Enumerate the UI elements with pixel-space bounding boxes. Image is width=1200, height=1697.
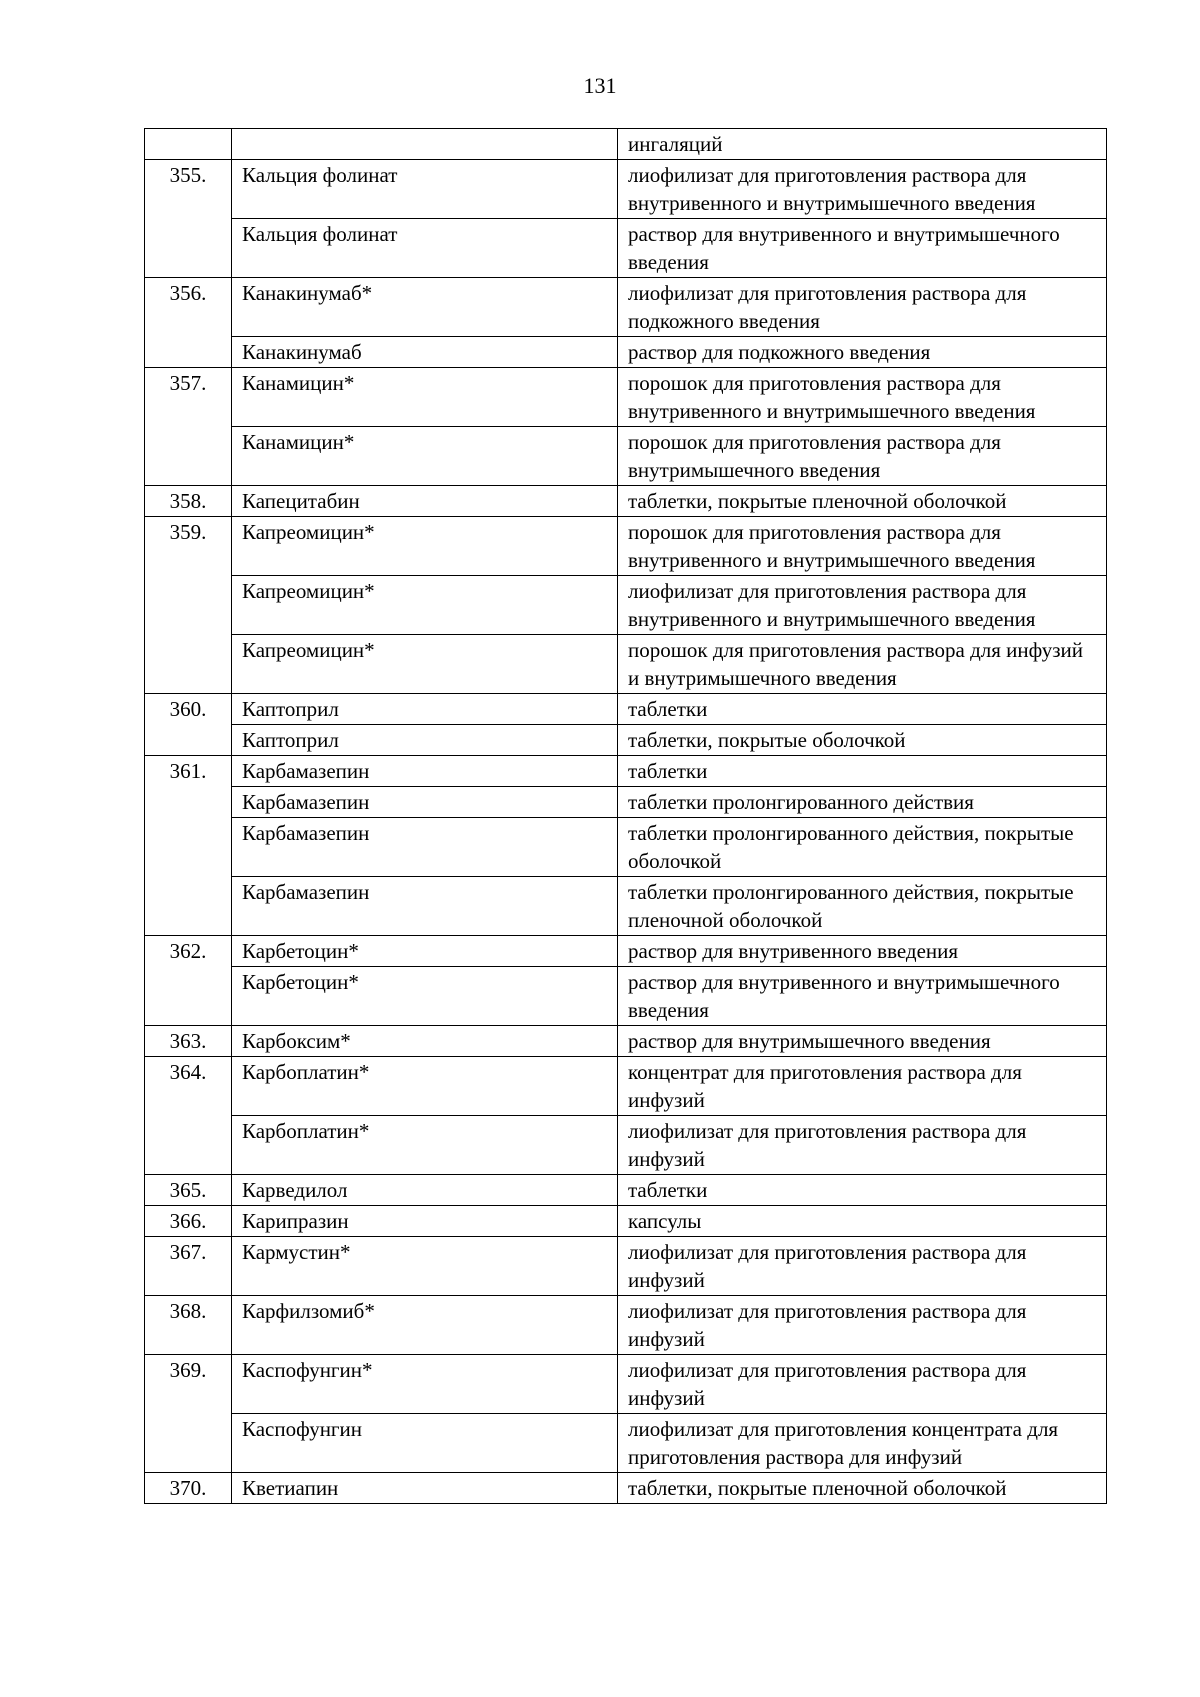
row-number-cell: 363. (145, 1026, 232, 1057)
drug-name-cell: Кветиапин (232, 1473, 618, 1504)
table-row (145, 1237, 1107, 1296)
drug-table-body (145, 129, 1107, 1504)
dosage-form-cell: таблетки пролонгированного действия, покрытые оболочкой (618, 818, 1107, 877)
dosage-form-cell: лиофилизат для приготовления раствора для инфузий (618, 1355, 1107, 1414)
dosage-form-cell: раствор для внутривенного введения (618, 936, 1107, 967)
dosage-form-cell: раствор для внутривенного и внутримышечного введения (618, 967, 1107, 1026)
table-row (145, 337, 1107, 368)
drug-name-cell: Карбетоцин* (232, 967, 618, 1026)
table-row (145, 517, 1107, 576)
row-number-cell: 367. (145, 1237, 232, 1296)
dosage-form-cell: лиофилизат для приготовления раствора для подкожного введения (618, 278, 1107, 337)
row-number-cell: 364. (145, 1057, 232, 1175)
dosage-form-cell: таблетки пролонгированного действия, покрытые пленочной оболочкой (618, 877, 1107, 936)
table-row (145, 129, 1107, 160)
row-number-cell: 362. (145, 936, 232, 1026)
table-row (145, 278, 1107, 337)
drug-name-cell: Канамицин* (232, 427, 618, 486)
drug-name-cell: Карбамазепин (232, 787, 618, 818)
drug-name-cell: Кальция фолинат (232, 160, 618, 219)
row-number-cell (145, 129, 232, 160)
table-row (145, 1057, 1107, 1116)
table-row (145, 635, 1107, 694)
drug-name-cell: Каспофунгин (232, 1414, 618, 1473)
table-row (145, 787, 1107, 818)
table-row (145, 725, 1107, 756)
dosage-form-cell: капсулы (618, 1206, 1107, 1237)
dosage-form-cell: таблетки (618, 1175, 1107, 1206)
drug-name-cell: Карведилол (232, 1175, 618, 1206)
table-row (145, 694, 1107, 725)
row-number-cell: 360. (145, 694, 232, 756)
row-number-cell: 366. (145, 1206, 232, 1237)
table-row (145, 576, 1107, 635)
dosage-form-cell: таблетки (618, 756, 1107, 787)
row-number-cell: 361. (145, 756, 232, 936)
dosage-form-cell: раствор для внутримышечного введения (618, 1026, 1107, 1057)
dosage-form-cell: раствор для подкожного введения (618, 337, 1107, 368)
table-row (145, 368, 1107, 427)
dosage-form-cell: лиофилизат для приготовления раствора для инфузий (618, 1116, 1107, 1175)
table-row (145, 219, 1107, 278)
drug-name-cell: Капреомицин* (232, 517, 618, 576)
row-number-cell: 368. (145, 1296, 232, 1355)
dosage-form-cell: порошок для приготовления раствора для инфузий и внутримышечного введения (618, 635, 1107, 694)
dosage-form-cell: ингаляций (618, 129, 1107, 160)
row-number-cell: 356. (145, 278, 232, 368)
dosage-form-cell: порошок для приготовления раствора для внутривенного и внутримышечного введения (618, 368, 1107, 427)
dosage-form-cell: лиофилизат для приготовления раствора для инфузий (618, 1296, 1107, 1355)
table-row (145, 877, 1107, 936)
dosage-form-cell: раствор для внутривенного и внутримышечного введения (618, 219, 1107, 278)
dosage-form-cell: таблетки, покрытые пленочной оболочкой (618, 1473, 1107, 1504)
drug-name-cell: Карбоплатин* (232, 1116, 618, 1175)
row-number-cell: 355. (145, 160, 232, 278)
drug-name-cell: Карбамазепин (232, 818, 618, 877)
drug-name-cell: Канакинумаб (232, 337, 618, 368)
table-row (145, 756, 1107, 787)
row-number-cell: 358. (145, 486, 232, 517)
drug-name-cell: Карипразин (232, 1206, 618, 1237)
dosage-form-cell: лиофилизат для приготовления концентрата для приготовления раствора для инфузий (618, 1414, 1107, 1473)
dosage-form-cell: таблетки, покрытые пленочной оболочкой (618, 486, 1107, 517)
table-row (145, 1116, 1107, 1175)
dosage-form-cell: порошок для приготовления раствора для внутривенного и внутримышечного введения (618, 517, 1107, 576)
table-row (145, 1473, 1107, 1504)
row-number-cell: 357. (145, 368, 232, 486)
table-row (145, 1355, 1107, 1414)
dosage-form-cell: таблетки (618, 694, 1107, 725)
page-number: 131 (583, 73, 617, 98)
dosage-form-cell: лиофилизат для приготовления раствора для инфузий (618, 1237, 1107, 1296)
drug-name-cell: Каспофунгин* (232, 1355, 618, 1414)
table-row (145, 1206, 1107, 1237)
table-row (145, 160, 1107, 219)
drug-name-cell: Каптоприл (232, 725, 618, 756)
drug-name-cell: Кальция фолинат (232, 219, 618, 278)
drug-name-cell: Капреомицин* (232, 576, 618, 635)
drug-name-cell: Кармустин* (232, 1237, 618, 1296)
drug-name-cell: Капецитабин (232, 486, 618, 517)
dosage-form-cell: таблетки, покрытые оболочкой (618, 725, 1107, 756)
dosage-form-cell: лиофилизат для приготовления раствора для внутривенного и внутримышечного введения (618, 576, 1107, 635)
drug-name-cell: Карфилзомиб* (232, 1296, 618, 1355)
drug-name-cell (232, 129, 618, 160)
row-number-cell: 369. (145, 1355, 232, 1473)
drug-name-cell: Карбетоцин* (232, 936, 618, 967)
drug-name-cell: Карбоплатин* (232, 1057, 618, 1116)
table-row (145, 1296, 1107, 1355)
table-row (145, 1175, 1107, 1206)
dosage-form-cell: таблетки пролонгированного действия (618, 787, 1107, 818)
dosage-form-cell: лиофилизат для приготовления раствора для внутривенного и внутримышечного введения (618, 160, 1107, 219)
drug-table (144, 128, 1107, 1504)
drug-name-cell: Карбамазепин (232, 877, 618, 936)
table-row (145, 818, 1107, 877)
table-row (145, 486, 1107, 517)
dosage-form-cell: порошок для приготовления раствора для внутримышечного введения (618, 427, 1107, 486)
table-row (145, 1414, 1107, 1473)
drug-name-cell: Каптоприл (232, 694, 618, 725)
table-row (145, 427, 1107, 486)
drug-name-cell: Капреомицин* (232, 635, 618, 694)
row-number-cell: 365. (145, 1175, 232, 1206)
row-number-cell: 370. (145, 1473, 232, 1504)
row-number-cell: 359. (145, 517, 232, 694)
drug-name-cell: Карбоксим* (232, 1026, 618, 1057)
drug-name-cell: Канакинумаб* (232, 278, 618, 337)
table-row (145, 1026, 1107, 1057)
drug-name-cell: Канамицин* (232, 368, 618, 427)
dosage-form-cell: концентрат для приготовления раствора для инфузий (618, 1057, 1107, 1116)
table-row (145, 936, 1107, 967)
drug-name-cell: Карбамазепин (232, 756, 618, 787)
table-row (145, 967, 1107, 1026)
